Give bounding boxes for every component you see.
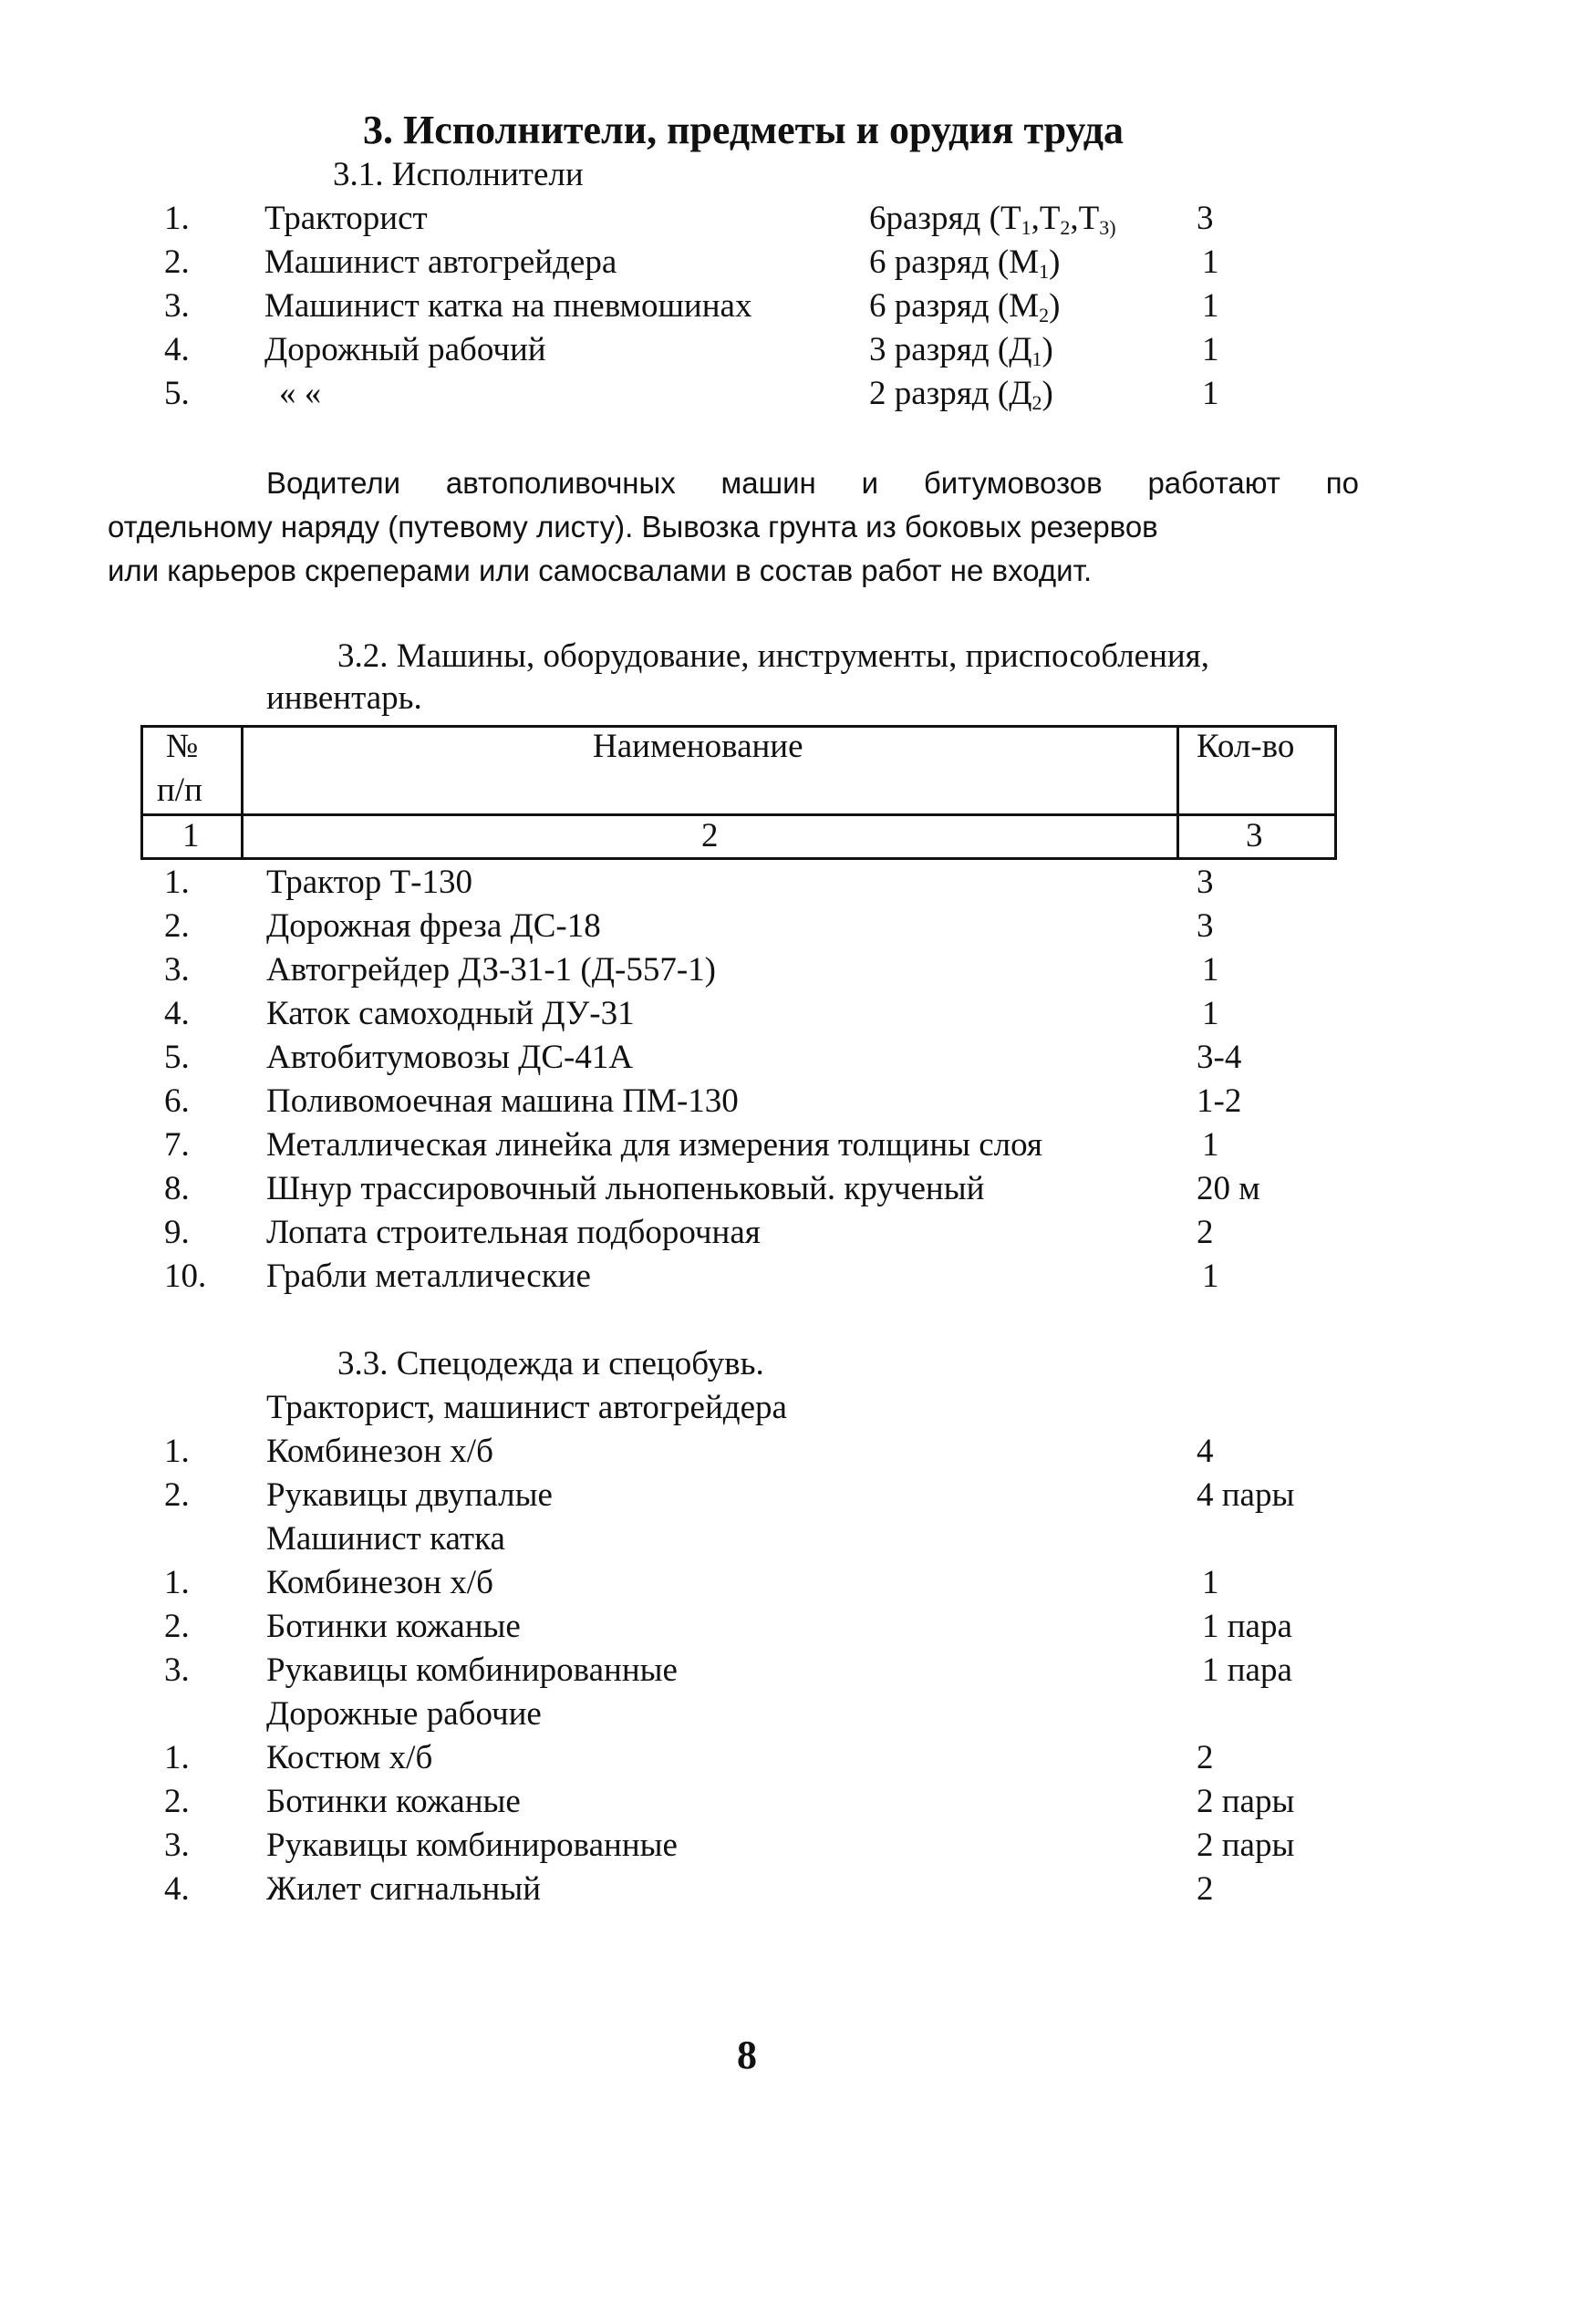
- table-row: 7. Металлическая линейка для измерения толщины слоя 1: [164, 1126, 1219, 1164]
- performer-row: 5. « « 2 разряд $(Д_2)$ 1: [164, 375, 1219, 414]
- table-row: 1. Трактор Т-130 3: [164, 864, 1214, 901]
- performer-row: 4. Дорожный рабочий 3 разряд $(Д_1)$ 1: [164, 331, 1219, 370]
- subsection-3-2-title: 3.2. Машины, оборудование, инструменты, приспособления,: [337, 637, 1209, 675]
- list-item: 1. Комбинезон х/б 4: [164, 1433, 1214, 1470]
- header-name: Наименование: [593, 728, 803, 765]
- page-number: 8: [737, 2033, 757, 2077]
- list-item: 4. Жилет сигнальный 2: [164, 1870, 1214, 1908]
- performer-row: 2. Машинист автогрейдера 6 разряд $(М_1)$ 1: [164, 243, 1219, 283]
- table-row: 5. Автобитумовозы ДС-41А 3-4: [164, 1039, 1242, 1076]
- col-index-2: 2: [701, 817, 719, 854]
- table-row: 4. Каток самоходный ДУ-31 1: [164, 995, 1219, 1032]
- subsection-3-2-title-cont: инвентарь.: [266, 679, 422, 717]
- header-qty: Кол-во: [1197, 728, 1295, 765]
- table-row: 8. Шнур трассировочный льнопеньковый. крученый 20 м: [164, 1170, 1260, 1207]
- clothing-group-title: Тракторист, машинист автогрейдера: [266, 1389, 787, 1426]
- subsection-3-1-title: 3.1. Исполнители: [333, 156, 584, 193]
- header-num-sub: п/п: [157, 771, 202, 809]
- list-item: 1. Костюм х/б 2: [164, 1739, 1214, 1776]
- header-num: №: [166, 728, 199, 765]
- document-page: 3. Исполнители, предметы и орудия труда 3.1. Исполнители 1. Тракторист 6разряд ($Т_1,Т_2,Т_{3)}$ 3 2. Машинист автогрейдера 6 разряд $(М_1)$ 1 3. Машинист катка на пневмошинах 6 разряд $(М_2)$ 1 4. Дорожный рабочий 3 разряд $(Д_1)$ 1 5. « « 2 разряд $(Д_2)$ 1 Водители автополивочных машин и битумовозов работают по отдельному наряду (путевому листу). Вывозка грунта из боковых резервов или карьеров скреперами или самосвалами в состав работ не входит. 3.2. Машины, оборудование, инструменты, приспособления, инвентарь. № п/п Наименование Кол-во 1 2 3 1. Трактор Т-130 3 2. Дорожная фреза ДС-18 3 3. Автогрейдер ДЗ-31-1 (Д-557-1) 1 4. Каток самоходный ДУ-31 1 5. Автобитумовозы ДС-41А 3-4 6. Поливомоечная машина ПМ-130 1-2 7. Металлическая линейка для измерения толщины слоя 1 8. Шнур трассировочный льнопеньковый. крученый 20 м 9. Лопата строительная подборочная 2 10. Грабли металлические 1 3.3. Спецодежда и спецобувь. Тракторист, машинист автогрейдера 1. Комбинезон х/б 4 2. Рукавицы двупалые 4 пары Машинист катка 1. Комбинезон х/б 1 2. Ботинки кожаные 1 пара 3. Рукавицы комбинированные 1 пара Дорожные рабочие 1. Костюм х/б 2 2. Ботинки кожаные 2 пары 3. Рукавицы комбинированные 2 пары 4. Жилет сигнальный 2 8: [0, 0, 1596, 2319]
- list-item: 2. Ботинки кожаные 2 пары: [164, 1783, 1295, 1820]
- list-item: 3. Рукавицы комбинированные 1 пара: [164, 1651, 1292, 1689]
- subsection-3-3-title: 3.3. Спецодежда и спецобувь.: [337, 1345, 764, 1382]
- performer-row: 1. Тракторист 6разряд ($Т_1,Т_2,Т_{3)}$ 3: [164, 200, 1214, 239]
- list-item: 3. Рукавицы комбинированные 2 пары: [164, 1827, 1295, 1864]
- clothing-group-title: Машинист катка: [266, 1520, 505, 1558]
- list-item: 2. Рукавицы двупалые 4 пары: [164, 1476, 1295, 1514]
- list-item: 1. Комбинезон х/б 1: [164, 1564, 1219, 1601]
- table-row: 2. Дорожная фреза ДС-18 3: [164, 907, 1214, 945]
- table-row: 3. Автогрейдер ДЗ-31-1 (Д-557-1) 1: [164, 951, 1219, 989]
- col-index-1: 1: [182, 817, 200, 854]
- performer-grade: 6разряд ($Т_1,Т_2,Т_{3)}$: [869, 200, 1116, 239]
- clothing-group-title: Дорожные рабочие: [266, 1695, 542, 1733]
- col-index-3: 3: [1246, 817, 1263, 854]
- section-title: 3. Исполнители, предметы и орудия труда: [363, 108, 1124, 152]
- list-item: 2. Ботинки кожаные 1 пара: [164, 1608, 1292, 1645]
- table-row: 9. Лопата строительная подборочная 2: [164, 1214, 1214, 1251]
- table-row: 6. Поливомоечная машина ПМ-130 1-2: [164, 1082, 1242, 1120]
- table-row: 10. Грабли металлические 1: [164, 1258, 1219, 1295]
- performer-row: 3. Машинист катка на пневмошинах 6 разряд $(М_2)$ 1: [164, 287, 1219, 326]
